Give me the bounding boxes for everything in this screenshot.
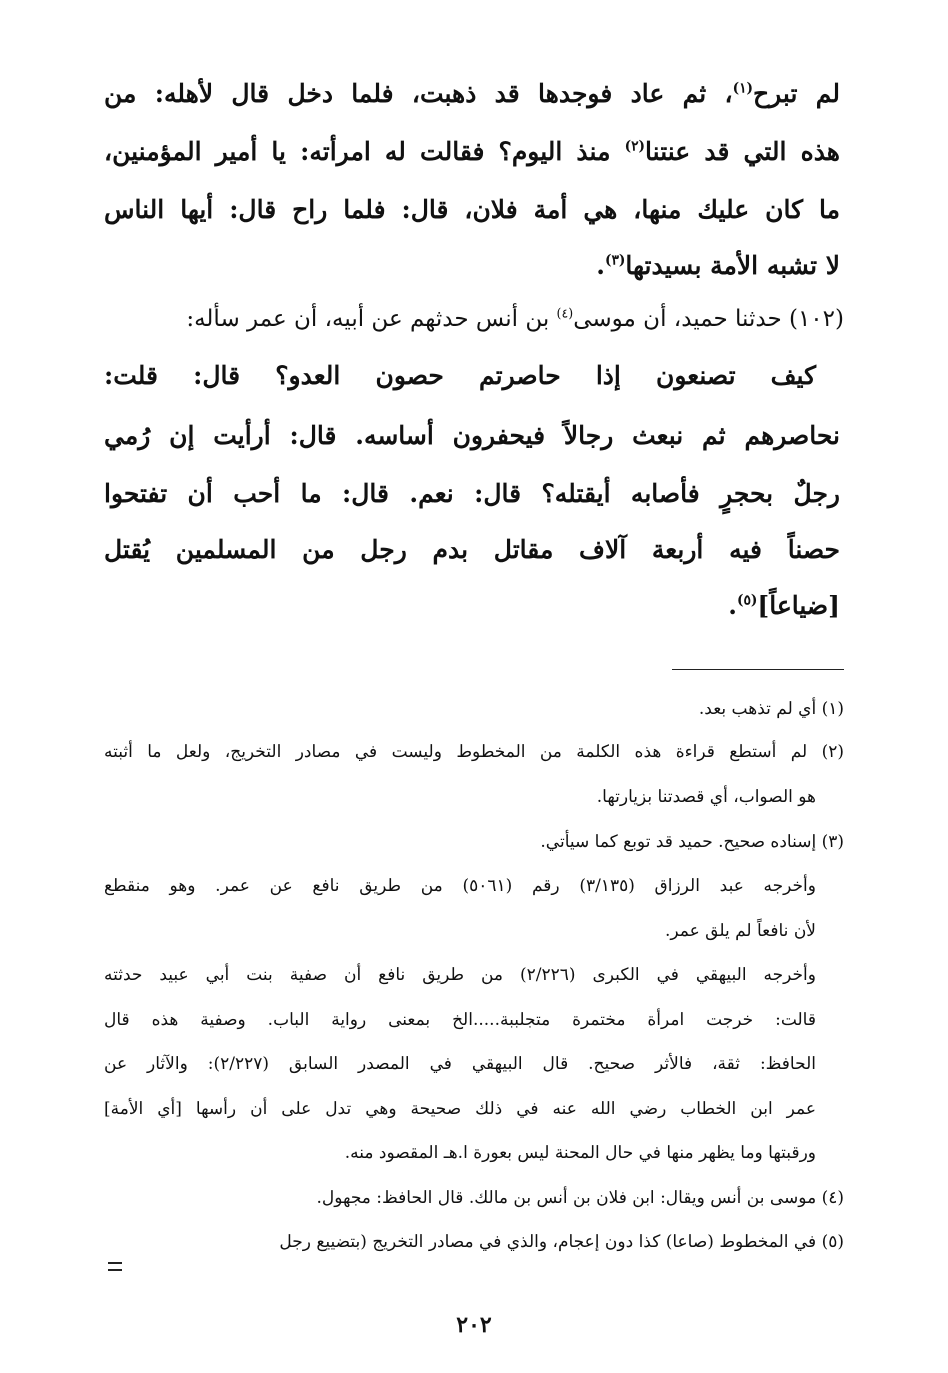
hadith-text: كيف تصنعون إذا حاصرتم حصون العدو؟ قال: قلت: xyxy=(104,361,816,390)
page-number: ٢٠٢ xyxy=(456,1312,492,1338)
main-text: ما كان عليك منها، هي أمة فلان، قال: فلما راح قال: أيها الناس xyxy=(104,195,840,224)
hadith-line-2 xyxy=(104,410,840,462)
main-text: لم تبرح xyxy=(752,79,840,108)
hadith-text: نحاصرهم ثم نبعث رجالاً فيحفرون أساسه. قال: أرأيت إن رُمي xyxy=(104,421,840,450)
narration-text: (١٠٢) حدثنا حميد، أن موسى xyxy=(573,306,844,332)
footnote-1: (١) أي لم تذهب بعد. xyxy=(698,699,844,719)
narration-text: بن أنس حدثهم عن أبيه، أن عمر سأله: xyxy=(186,306,557,332)
footnote-2: (٢) لم أستطع قراءة هذه الكلمة من المخطوط وليست في مصادر التخريج، ولعل ما أثبته xyxy=(104,742,844,762)
footnote-5: (٥) في المخطوط (صاعا) كذا دون إعجام، والذي في مصادر التخريج (بتضييع رجل xyxy=(279,1232,844,1252)
main-text: منذ اليوم؟ فقالت له امرأته: يا أمير المؤمنين، xyxy=(104,137,625,166)
footnote-2-continued: هو الصواب، أي قصدتنا بزيارتها. xyxy=(596,787,816,807)
footnote-3-paragraph: وأخرجه البيهقي في الكبرى (٢/٢٢٦) من طريق نافع أن صفية بنت أبي عبيد حدثته xyxy=(104,965,816,985)
footnote-ref-5[interactable]: (٥) xyxy=(736,592,758,609)
footnote-3-paragraph: لأن نافعاً لم يلق عمر. xyxy=(665,921,816,941)
hadith-line-4 xyxy=(104,524,840,576)
hadith-text: حصناً فيه أربعة آلاف مقاتل بدم رجل من المسلمين يُقتل xyxy=(104,535,840,564)
footnote-ref-2[interactable]: (٢) xyxy=(624,138,646,155)
hadith-line-1 xyxy=(104,350,816,402)
footnote-ref-4[interactable]: (٤) xyxy=(556,305,574,321)
main-text-line-4 xyxy=(104,240,840,292)
footnote-3: (٣) إسناده صحيح. حميد قد توبع كما سيأتي. xyxy=(540,832,844,852)
footnote-3-paragraph: الحافظ: ثقة، فالأثر صحيح. قال البيهقي في المصدر السابق (٢/٢٢٧): والآثار عن xyxy=(104,1054,816,1074)
footnote-3-paragraph: قالت: خرجت امرأة مختمرة متجلببة.....الخ بمعنى رواية الباب. وصفية هذه قال xyxy=(104,1010,816,1030)
main-text: لا تشبه الأمة بسيدتها xyxy=(625,251,840,280)
footnote-ref-1[interactable]: (١) xyxy=(732,80,753,97)
main-text: هذه التي قد عنتنا xyxy=(645,137,840,166)
footnote-ref-3[interactable]: (٣) xyxy=(604,252,626,269)
hadith-line-3 xyxy=(104,468,840,520)
footnote-4: (٤) موسى بن أنس ويقال: ابن فلان بن أنس بن مالك. قال الحافظ: مجهول. xyxy=(316,1188,844,1208)
footnote-3-paragraph: عمر ابن الخطاب رضي الله عنه في ذلك صحيحة وهي تدل على أن رأسها [أي الأمة] xyxy=(104,1099,816,1119)
main-text-line-1 xyxy=(104,68,840,120)
main-text-line-2 xyxy=(104,126,840,178)
footnote-separator xyxy=(672,669,844,670)
hadith-text: [ضياعاً] xyxy=(757,591,840,620)
footnote-3-paragraph: وأخرجه عبد الرزاق (٣/١٣٥) رقم (٥٠٦١) من طريق نافع عن عمر. وهو منقطع xyxy=(104,876,816,896)
main-text: ، ثم عاد فوجدها قد ذهبت، فلما دخل قال لأهله: من xyxy=(104,79,733,108)
hadith-line-5 xyxy=(104,580,840,632)
footnote-3-paragraph: ورقبتها وما يظهر منها في حال المحنة ليس بعورة ا.هـ المقصود منه. xyxy=(344,1143,816,1163)
narration-line xyxy=(104,297,844,341)
main-text-line-3 xyxy=(104,184,840,236)
hadith-text: رجلٌ بحجرٍ فأصابه أيقتله؟ قال: نعم. قال: ما أحب أن تفتحوا xyxy=(104,479,840,508)
hadith-text: . xyxy=(728,591,737,620)
main-text: . xyxy=(596,251,605,280)
continuation-mark xyxy=(108,1262,122,1271)
